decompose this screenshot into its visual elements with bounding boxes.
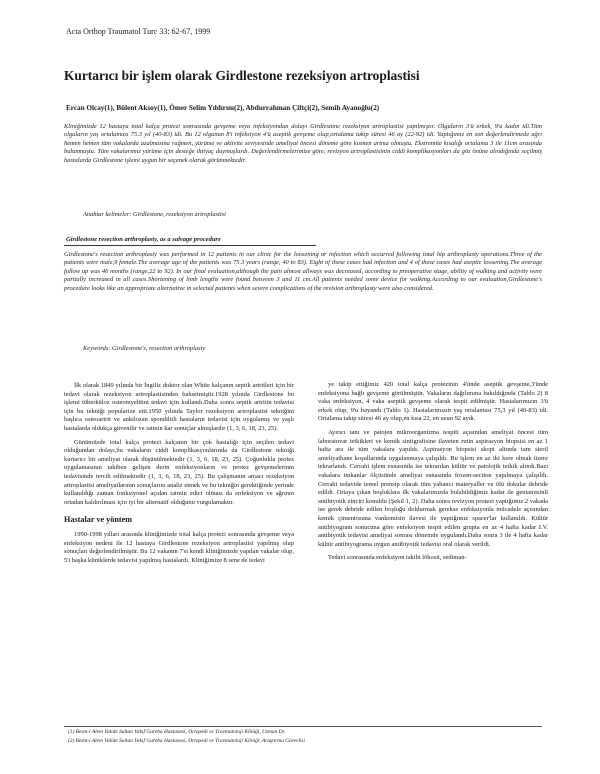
subhead-divider	[64, 245, 316, 246]
journal-citation: Acta Orthop Traumatol Turc 33: 62-67, 1999	[66, 27, 211, 36]
body-column-right	[318, 381, 548, 568]
intro-paragraph: İlk olarak 1849 yılında bir İngiliz doktor olan White kalçanın septik artritleri için bir tedavi olarak rezeksiyon artroplastisinden bahsetmiştir.1928 yılında Girdlestone bu işlemi tüberküloz osteomyelitini tedavi için kullandı.Daha sonra septik artritin tedavisi için bu tekniği popularize etti.1950 yılında Taylor rezeksiyon artroplastisi tekniğini başlıca osteoartrit ve ankilozan spondilitli hastaların tedavisi için uygulamış ve yaşlı hastalarda oldukça güvenilir ve tatmin kar sonuçlar almışlardır (1, 3, 6, 18, 23, 25).	[64, 382, 294, 432]
english-abstract-title: Girdlestone resection arthroplasty, as a salvage procedure	[66, 236, 221, 243]
methods-paragraph: Tedavi sonrasında enfeksiyon takibi lökosit, sediman-	[328, 554, 467, 562]
article-title: Kurtarıcı bir işlem olarak Girdlestone rezeksiyon artroplastisi	[64, 68, 420, 83]
methods-paragraph: ye takip ettiğimiz 420 total kalça protezinin 4'ünde aseptik gevşeme,3'ünde enfeksiyona bağlı gevşeme görülmüştür. Vakaların dağılımına bakıldığında (Tablo 2) 8 vaka enfeksiyon, 4 vaka aseptik gevşeme olarak tespit edilmiştir. Hastalarımızın 3'ü erkek olup, 9'u bayandı (Tablo 1). Hastalarımızın yaş ortalaması 75,3 yıl (40-83) idi. Ortalama takip süresi 46 ay olup,en kısa 22, en uzun 92 aydı.	[318, 381, 548, 423]
abstract-english: Girdlestone's resection arthroplasty was performed in 12 patients in our clinic for the loosening or infection which occurred following total hip arthroplasty operations.Three of the patients were male,9 female.The average age of the patients was 75.3 years (range, 40 to 83). Eight of these cases had infection and 4 of these cases had aseptic loosening.The average follow up was 46 months (range,22 to 92). In our final evaluation,although the pain almost allways was decreased, according to preoperative stage, ability of walking and activity were partially increased in all cases.Shortening of limb lengths were found between 3 and 11 cm.All patients needed some device for walking.According to our evaluation,Girdlestone's procedure looks like an appropriate alternative in selected patients when severe complications of the revision arthroplasty were also considered.	[64, 251, 542, 292]
body-column-left	[64, 382, 294, 570]
author-list: Ercan Olcay(1), Bülent Aksoy(1), Ömer Selim Yıldırım(2), Abdurrahman Çiftçi(2), Semih Ayanoğlu(2)	[66, 104, 380, 112]
footnote-affiliation-2: (2) Bezm-i Alem Valide Sultan Vakıf Gureba Hastanesi, Ortopedi ve Travmatoloji Kliniği, Araştırma Görevlisi	[68, 738, 306, 744]
keywords-english: Keywords: Girdlestone's, resection arthroplasty	[83, 345, 206, 352]
section-heading-methods: Hastalar ve yöntem	[64, 515, 133, 525]
intro-paragraph: Günümüzde total kalça protezi kalçanın bir çok hastalığı için seçilen tedavi olduğundan dolayı,bu vakaların ciddi komplikasyonlarında da Girdlestone tekniği kurtarıcı bir ameliyat olarak düşünülmektedir (1, 3, 6, 18, 23, 25). Çoğunlukla protez uygulamasının takiben gelişen derin enfeksiyonların ve protez gevşemelerinin tedavisinde tercih edilmektedir (1, 3, 6, 18, 23, 25). Bu çalışmanın amacı rezeksiyon artroplastisi ameliyatlarının sonuçlarını analiz etmek ve bu tekniğin gerektiğinde yerinde kullanıldığı zaman fonksiyonel açıdan tatmin edici olması da enfeksiyon ve ağrının ortadan kaldırılması için iyi bir alternatif olduğunu vurgulamaktır.	[64, 438, 294, 506]
keywords-turkish: Anahtar kelimeler: Girdlestone, rezeksiyon artroplastisi	[83, 211, 226, 218]
methods-paragraph: Ayırıcı tanı ve patojen mikroorganizma tespiti açısından ameliyat öncesi tüm laboratuvar tetkikleri ve kemik sintigrafisine ilaveten rutin aspirasyon biopsisi en az 1 hafta ara ile tüm vakalara yapıldı. Aspirasyon biopsisi skopi altında tam steril ameliyathane koşullarında uygulanmaya çalışıldı. Bu işlem en az iki kere olmak üzere tekrarlandı. Cerrahi işlem esnasında ise tekrardan kültür ve patolojik tetkik alındı.Bazı vakalara imkanlar ölçüsünde ameliyat esnasında frozen-section yapılmaya çalışıldı. Cerrahi tedavide temel prensip olarak tüm yabancı materyaller ve ölü dokular debride edildi. Ortaya çıkan boşluklara ilk vakalarımızda bulabildiğimiz kadar ile gentamisinli antibiyotik zinciri konuldu (Şekil 1, 2). Daha sonra revizyon protezi yaptığımız 2 vakada ise gerek debride edilen boşluğu doldurmak gerekse enfeksiyonla mücadele açısından kemik çimentosuna vankomisin ilavesi ile yaptığımız spacer'lar kullanıldı. Kültür antibiyogram sonucuna göre enfeksiyon tespit edilen grupta en az 4 hafta kadar I.V. antibiyotik tedavisi ameliyat sonrası dönemde uygulandı.Daha sonra 3 ile 4 hafta kadar kültür antibiyograma uygun antibiyotik tedavisi oral olarak verildi.	[318, 428, 548, 548]
methods-paragraph: 1990-1998 yılları arasında kliniğimizde total kalça protezi sonrasında gevşeme veya enfeksiyon nedeni ile 12 hastaya Girdlestone rezeksiyon artroplastisi yapılmış olup sonuçları değerlendirilmiştir. Bu 12 vakanın 7'si kendi kliniğimizde yapılan vakalar olup, 5'i başka kliniklerde tedavisi yapılmış hastalardı. Kliniğimize 8 sene de tedavi	[64, 530, 294, 564]
abstract-turkish: Kliniğimizde 12 hastaya total kalça protezi sonrasında gevşeme veya infeksiyondan dolayı Girdlestone rezeksiyon artroplastisi yapılmıştır. Olguların 3'ü erkek, 9'u kadın idi.Tüm olguların yaş ortalaması 75.3 yıl (40-83) idi. Bu 12 olgunun 8'i infeksiyon 4'ü aseptik gevşeme olup,ortalama takip süresi 46 ay (22-92) idi. Yaptığımız en son değerlendirmede ağrı hemen hemen tüm vakalarda azalmasına rağmen, yürüme ve aktivite seviyesinde ameliyat öncesi döneme göre kısmen artma olmuştu. Ekstremite kısalığı ortalama 3 ile 11cm arasında bulunmuştu. Tüm vakalarımız yürüme için desteğe ihtiyaç duymuşlardı. Değerlendirmelerimize göre, revizyon artroplastisinin ciddi komplikasyonları da göz önüne alındığında seçilmiş hastalarda Girdlestone işlemi uygun bir seçenek olarak görünmektedir.	[64, 123, 542, 164]
footnote-affiliation-1: (1) Bezm-i Alem Valide Sultan Vakıf Gureba Hastanesi, Ortopedi ve Travmatoloji Kliniği, Uzman Dr.	[68, 729, 286, 735]
footnote-divider	[64, 726, 542, 727]
